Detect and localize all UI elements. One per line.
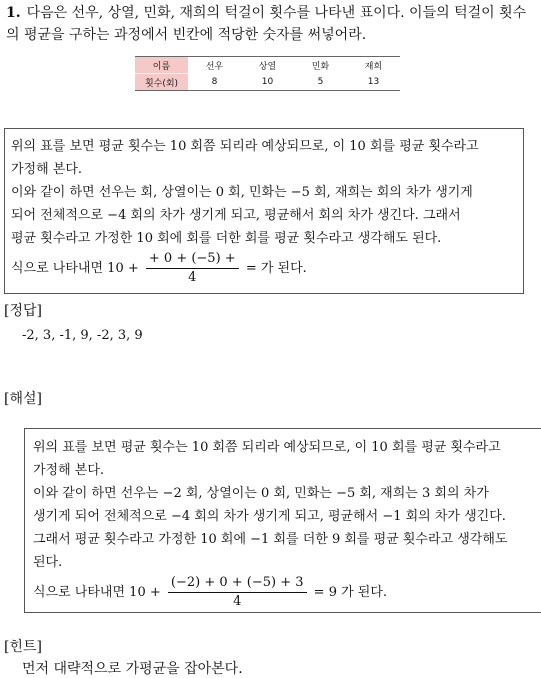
explanation-line: 가정해 본다. — [33, 463, 105, 478]
table-cell: 13 — [347, 74, 400, 91]
explanation-line: 그래서 평균 횟수라고 가정한 10 회에 −1 회를 더한 9 회를 평균 횟수라고 생각해도 — [33, 532, 508, 547]
hint-heading: [힌트] — [4, 639, 42, 655]
explanation-heading: [해설] — [4, 391, 42, 407]
fraction-numerator: (−2) + 0 + (−5) + 3 — [168, 574, 307, 593]
question-number: 1. — [6, 5, 21, 21]
equation-suffix: = 가 된다. — [245, 261, 307, 276]
equation-prefix: 식으로 나타내면 10 + — [11, 261, 139, 276]
explanation-equation — [33, 574, 541, 611]
question-text: 다음은 선우, 상열, 민화, 재희의 턱걸이 횟수를 나타낸 표이다. 이들의 턱걸이 횟수의 평균을 구하는 과정에서 빈칸에 적당한 숫자를 써넣어라. — [6, 5, 527, 43]
table-cell: 민화 — [294, 57, 347, 74]
table-row — [135, 74, 400, 91]
problem-line: 되어 전체적으로 −4 회의 차가 생기게 되고, 평균해서 회의 차가 생긴다. 그래서 — [11, 208, 461, 223]
explanation-box — [24, 428, 541, 613]
explanation-line: 된다. — [33, 555, 63, 570]
equation-prefix: 식으로 나타내면 10 + — [33, 585, 161, 600]
equation-suffix: = 9 가 된다. — [313, 585, 388, 600]
fraction-denominator: 4 — [233, 594, 242, 609]
table-header-row — [135, 57, 400, 74]
explanation-line: 이와 같이 하면 선우는 −2 회, 상열이는 0 회, 민화는 −5 회, 재희는 3 회의 차가 — [33, 486, 489, 501]
table-cell: 재희 — [347, 57, 400, 74]
fraction-numerator: + 0 + (−5) + — [146, 250, 239, 269]
problem-equation — [11, 250, 523, 287]
problem-line: 평균 횟수라고 가정한 10 회에 회를 더한 회를 평균 횟수라고 생각해도 된다. — [11, 231, 442, 246]
problem-line: 이와 같이 하면 선우는 회, 상열이는 0 회, 민화는 −5 회, 재희는 회의 차가 생기게 — [11, 185, 473, 200]
fraction-denominator: 4 — [188, 270, 197, 285]
data-table — [135, 56, 400, 91]
equation-fraction — [146, 250, 239, 287]
table-cell: 이름 — [135, 57, 188, 74]
answer-text: -2, 3, -1, 9, -2, 3, 9 — [22, 328, 143, 343]
explanation-line: 생기게 되어 전체적으로 −4 회의 차가 생기게 되고, 평균해서 −1 회의 차가 생긴다. — [33, 509, 506, 524]
answer-heading: [정답] — [4, 303, 42, 319]
equation-fraction — [168, 574, 307, 611]
problem-line: 위의 표를 보면 평균 횟수는 10 회쯤 되리라 예상되므로, 이 10 회를 평균 횟수라고 — [11, 139, 479, 154]
problem-box — [4, 128, 524, 294]
table-cell: 선우 — [188, 57, 241, 74]
question — [6, 2, 536, 46]
table-cell: 횟수(회) — [135, 74, 188, 91]
table-cell: 10 — [241, 74, 294, 91]
explanation-line: 위의 표를 보면 평균 횟수는 10 회쯤 되리라 예상되므로, 이 10 회를 평균 횟수라고 — [33, 440, 501, 455]
hint-text: 먼저 대략적으로 가평균을 잡아본다. — [22, 661, 243, 677]
table-cell: 8 — [188, 74, 241, 91]
table-cell: 상열 — [241, 57, 294, 74]
problem-line: 가정해 본다. — [11, 162, 83, 177]
table-cell: 5 — [294, 74, 347, 91]
